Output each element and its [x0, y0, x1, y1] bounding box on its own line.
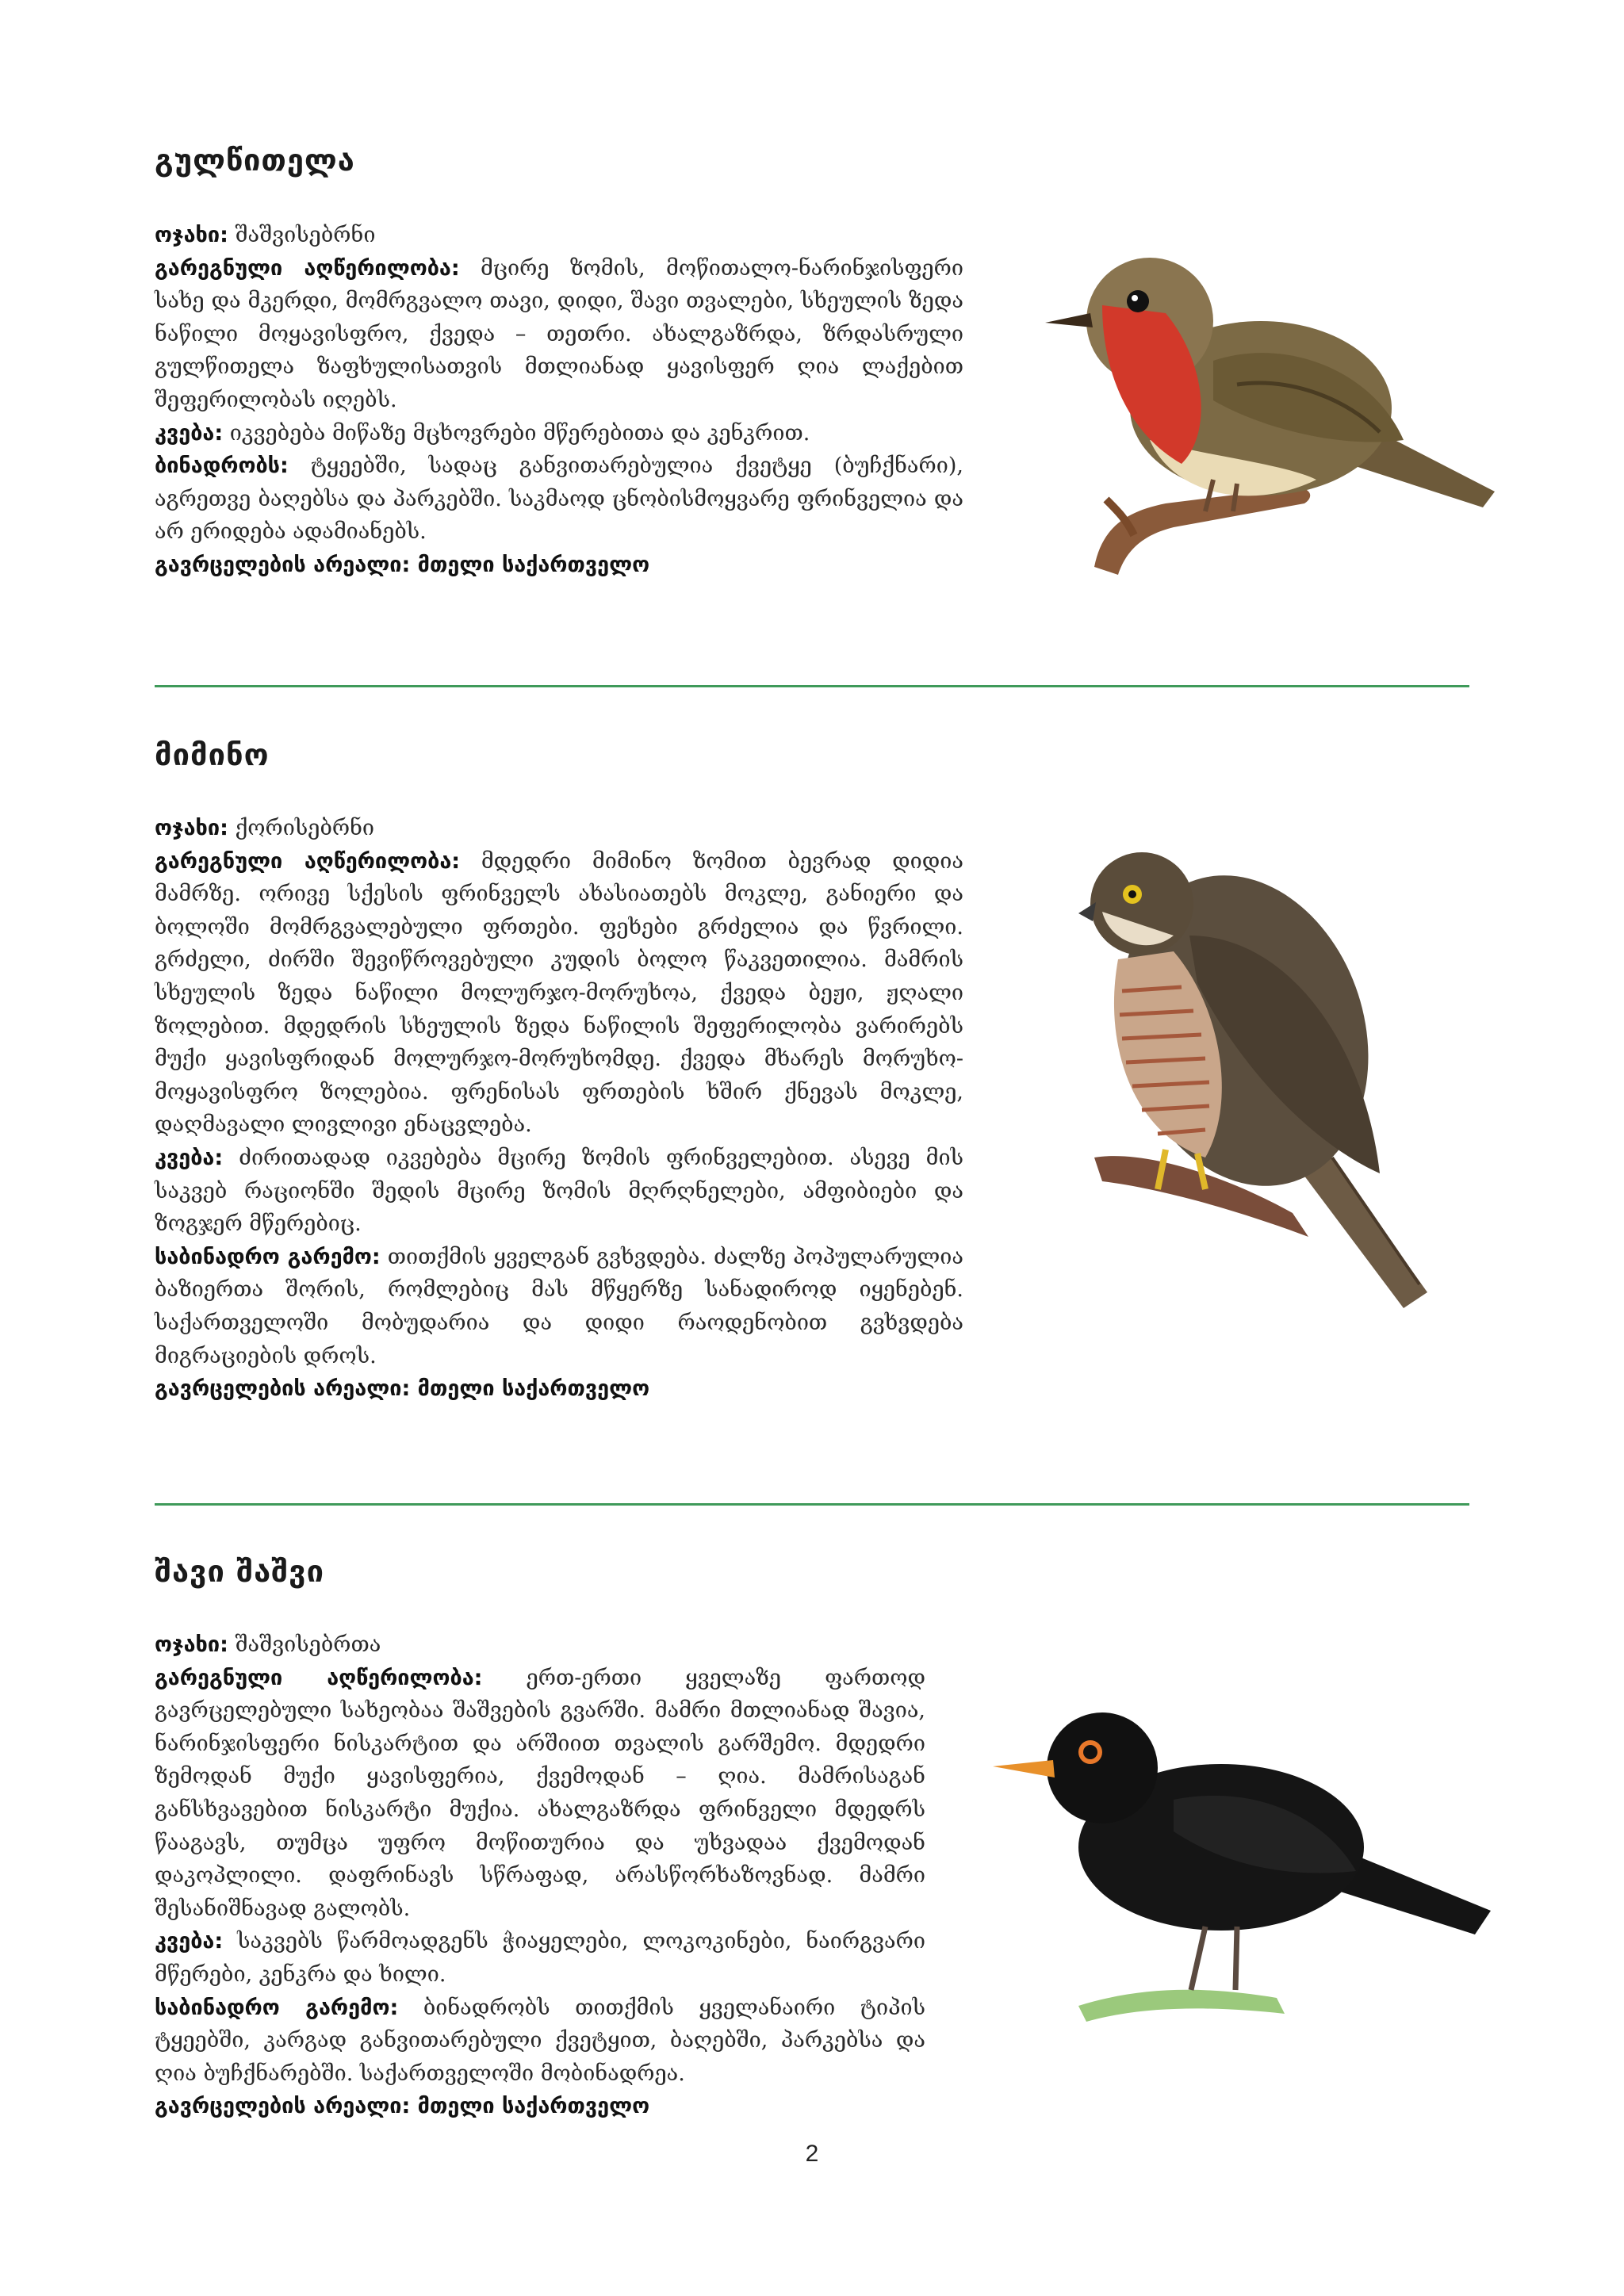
family-line: ოჯახი: შაშვისებრთა [155, 1632, 381, 1657]
sparrowhawk-illustration [1047, 840, 1491, 1316]
appearance-line: გარეგნული აღწერილობა: მდედრი მიმინო ზომით ბევრად დიდია მამრზე. ორივე სქესის ფრინველს ახასიათებს მოკლე, განიერი და ბოლოში მომრგვალებული ფრთები. ფეხები გრძელია და წვრილი. გრძელი, ძირში შევიწროვებული კუდის ბოლო წაკვეთილია. მამრის სხეულის ზედა ნაწილი მოლურჯო-მორუხოა, ქვედა ბეჟი, ჟღალი ზოლებით. მდედრის სხეულის ზედა ნაწილის შეფერილობა ვარირებს მუქი ყავისფრიდან მოლურჯო-მორუხომდე. ქვედა მხარეს მორუხო-მოყავისფრო ზოლებია. ფრენისას ფრთების ხშირ ქნევას მოკლე, დაღმავალი ლივლივი ენაცვლება. [155, 848, 963, 1138]
section-title-robin: გულწითელა [155, 143, 355, 178]
range-line: გავრცელების არეალი: მთელი საქართველო [155, 1376, 650, 1402]
section-title-blackbird: შავი შაშვი [155, 1554, 325, 1589]
section-divider [155, 685, 1469, 687]
habitat-line: საბინადრო გარემო: ბინადრობს თითქმის ყველანაირი ტიპის ტყეებში, კარგად განვითარებული ქვეტყით, ბაღებში, პარკებსა და ღია ბუჩქნარებში. საქართველოში მობინადრეა. [155, 1995, 925, 2086]
blackbird-illustration [983, 1673, 1507, 2022]
section-divider [155, 1503, 1469, 1506]
section-text-robin [155, 219, 963, 582]
appearance-line: გარეგნული აღწერილობა: მცირე ზომის, მოწითალო-ნარინჯისფერი სახე და მკერდი, მომრგვალო თავი, დიდი, შავი თვალები, სხეულის ზედა ნაწილი მოყავისფრო, ქვედა – თეთრი. ახალგაზრდა, ზრდასრული გულწითელა ზაფხულისათვის მთლიანად ყავისფერ ღია ლაქებით შეფერილობას იღებს. [155, 255, 963, 412]
page-number: 2 [805, 2141, 819, 2167]
range-line: გავრცელების არეალი: მთელი საქართველო [155, 2094, 650, 2119]
range-line: გავრცელების არეალი: მთელი საქართველო [155, 552, 650, 577]
family-line: ოჯახი: შაშვისებრნი [155, 223, 376, 247]
nesting-line: ბინადრობს: ტყეებში, სადაც განვითარებულია ქვეტყე (ბუჩქნარი), აგრეთვე ბაღებსა და პარკებში. საკმაოდ ცნობისმოყვარე ფრინველია და არ ერიდება ადამიანებს. [155, 453, 963, 545]
food-line: კვება: იკვებება მიწაზე მცხოვრები მწერებითა და კენკრით. [155, 420, 810, 446]
food-line: კვება: ძირითადად იკვებება მცირე ზომის ფრინველებით. ასევე მის საკვებ რაციონში შედის მცირე ზომის მღრღნელები, ამფიბიები და ზოგჯერ მწერებიც. [155, 1145, 963, 1237]
section-title-sparrowhawk: მიმინო [155, 737, 270, 772]
section-text-blackbird [155, 1628, 925, 2123]
robin-illustration [1031, 226, 1507, 583]
food-line: კვება: საკვებს წარმოადგენს ჭიაყელები, ლოკოკინები, ნაირგვარი მწერები, კენკრა და ხილი. [155, 1929, 925, 1987]
family-line: ოჯახი: ქორისებრნი [155, 816, 375, 840]
appearance-line: გარეგნული აღწერილობა: ერთ-ერთი ყველაზე ფართოდ გავრცელებული სახეობაა შაშვების გვარში. მამრი მთლიანად შავია, ნარინჯისფერი ნისკარტით და არშიით თვალის გარშემო. მდედრი ზემოდან მუქი ყავისფერია, ქვემოდან – ღია. მამრისაგან განსხვავებით ნისკარტი მუქია. ახალგაზრდა ფრინველი მდედრს წააგავს, თუმცა უფრო მოწითურია და უხვადაა ქვემოდან დაკოპლილი. დაფრინავს სწრაფად, არასწორხაზოვნად. მამრი შესანიშნავად გალობს. [155, 1665, 925, 1921]
section-text-sparrowhawk [155, 812, 963, 1406]
habitat-line: საბინადრო გარემო: თითქმის ყველგან გვხვდება. ძალზე პოპულარულია ბაზიერთა შორის, რომლებიც მას მწყერზე სანადიროდ იყენებენ. საქართველოში მობუდარია და დიდი რაოდენობით გვხვდება მიგრაციების დროს. [155, 1244, 963, 1368]
